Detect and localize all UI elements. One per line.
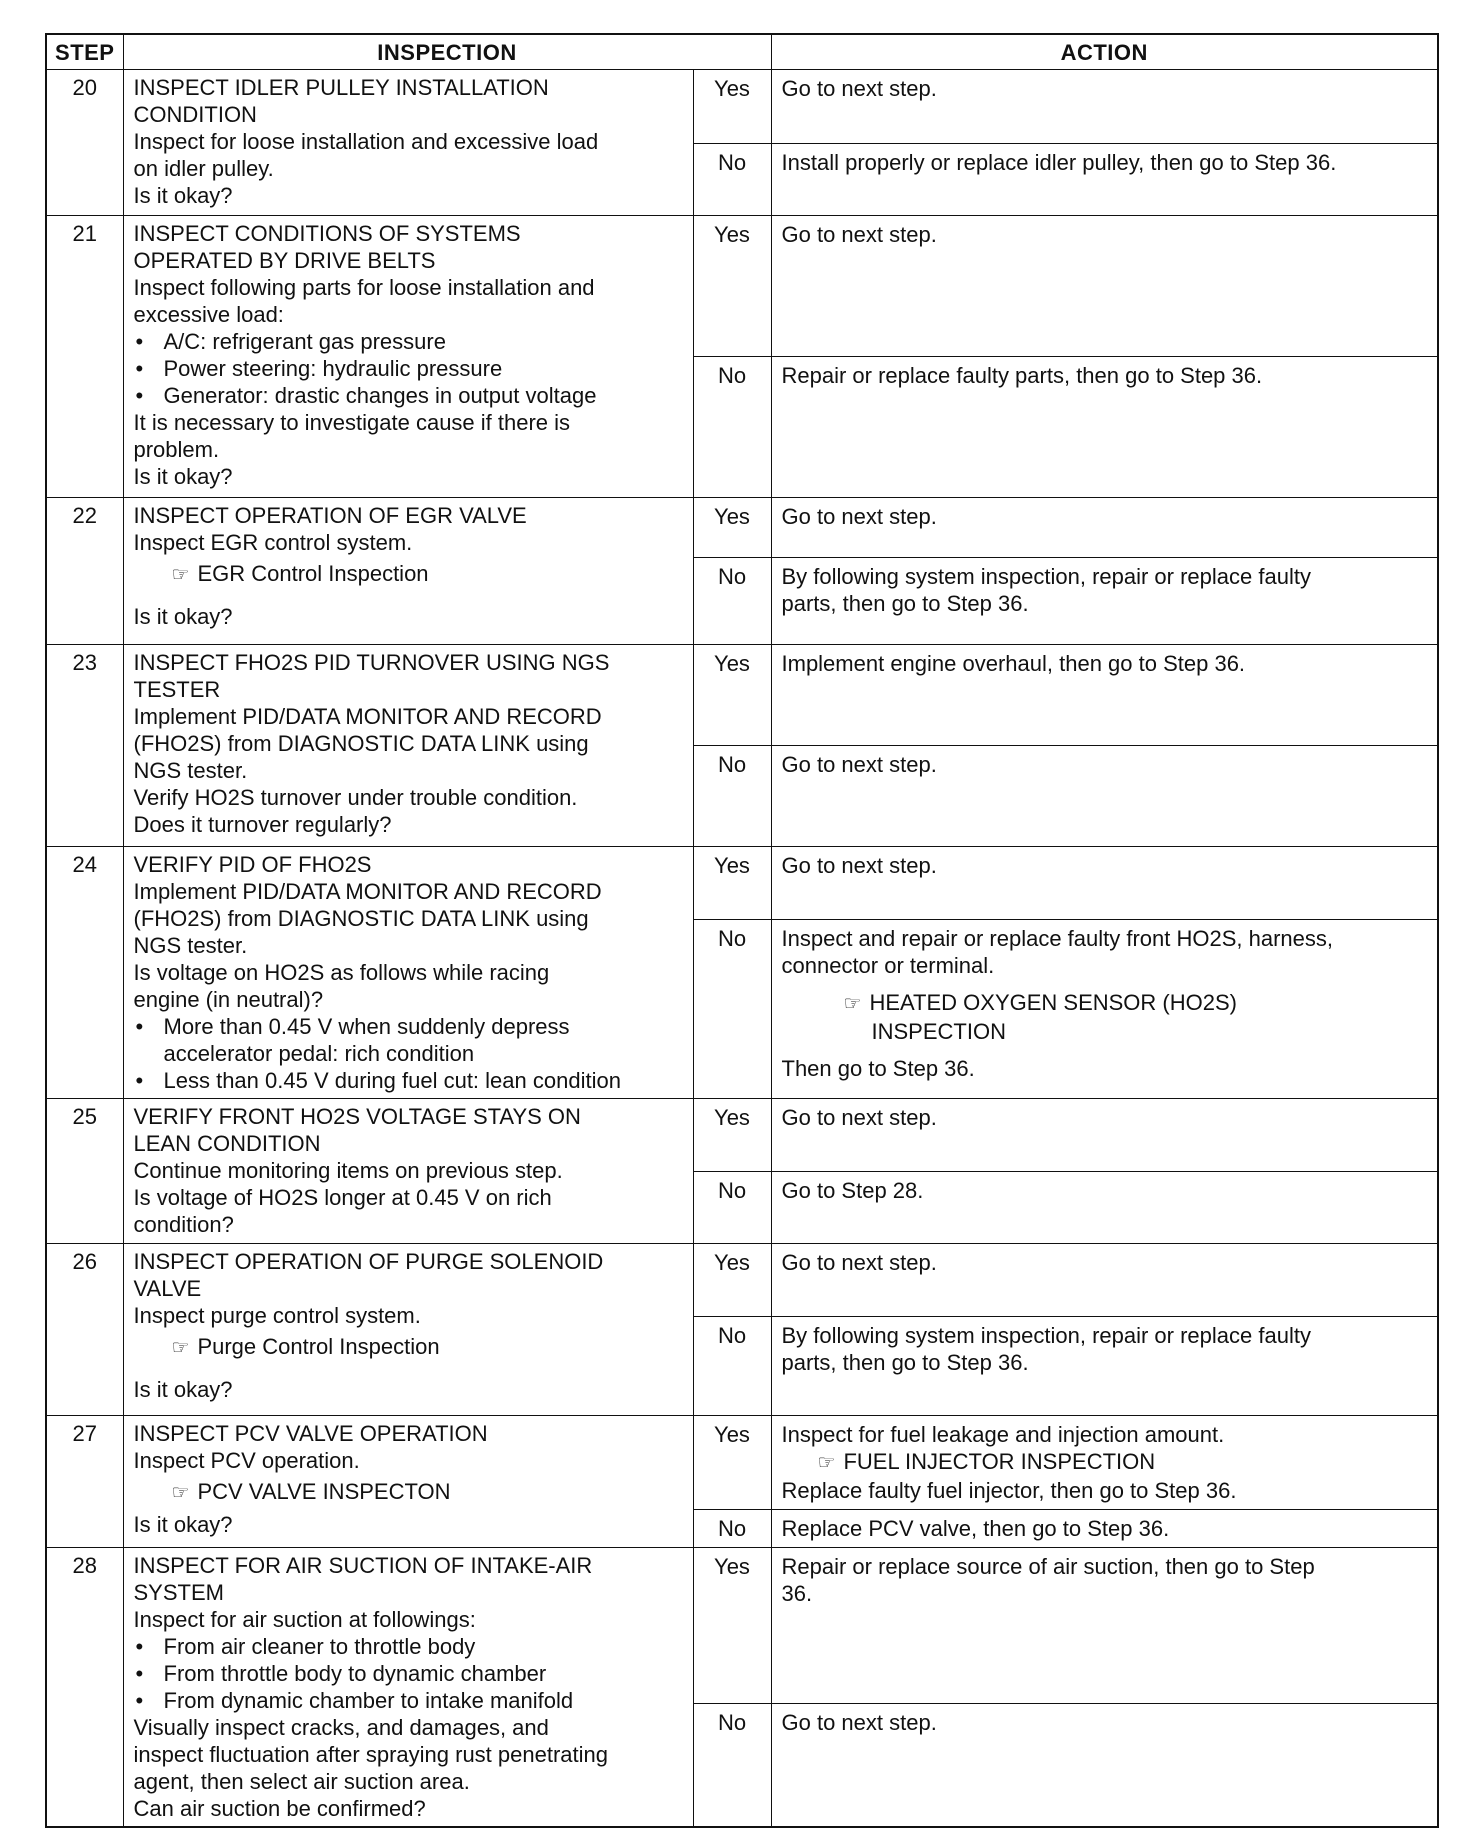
bullet-item: • A/C: refrigerant gas pressure <box>134 328 683 355</box>
yes-action: Go to next step. <box>771 70 1438 144</box>
inspection-text: Verify HO2S turnover under trouble condition. <box>133 785 578 810</box>
inspection-title: INSPECT PCV VALVE OPERATION <box>133 1421 488 1446</box>
action-text: Inspect for fuel leakage and injection amount. <box>781 1422 1225 1447</box>
no-action <box>771 1317 1438 1416</box>
inspection-text: Implement PID/DATA MONITOR AND RECORD <box>133 879 602 904</box>
action-text: Inspect and repair or replace faulty front HO2S, harness, <box>781 926 1334 951</box>
yes-label: Yes <box>693 1548 771 1704</box>
inspection-cell <box>123 216 693 498</box>
inspection-title: INSPECT CONDITIONS OF SYSTEMS <box>133 221 521 246</box>
reference-text: HEATED OXYGEN SENSOR (HO2S) <box>869 990 1237 1015</box>
action-text: parts, then go to Step 36. <box>781 1350 1029 1375</box>
action-text: Replace faulty fuel injector, then go to Step 36. <box>781 1478 1237 1503</box>
inspection-question: Is it okay? <box>133 183 233 208</box>
inspection-cell <box>123 1244 693 1416</box>
inspection-title: SYSTEM <box>133 1580 224 1605</box>
pointing-hand-icon: ☞ <box>817 1452 836 1474</box>
reference-text: PCV VALVE INSPECTON <box>197 1479 451 1504</box>
step-number: 24 <box>46 847 123 1099</box>
inspection-cell <box>123 847 693 1099</box>
reference-link <box>134 1478 683 1507</box>
inspection-title: OPERATED BY DRIVE BELTS <box>133 248 436 273</box>
step-20-yes-row <box>46 70 1438 144</box>
inspection-title: VERIFY PID OF FHO2S <box>133 852 372 877</box>
action-text: connector or terminal. <box>781 953 995 978</box>
no-label: No <box>693 1317 771 1416</box>
yes-label: Yes <box>693 1416 771 1510</box>
no-label: No <box>693 1172 771 1244</box>
pointing-hand-icon: ☞ <box>171 564 190 586</box>
inspection-cell <box>123 498 693 645</box>
inspection-cell <box>123 1099 693 1244</box>
reference-link <box>134 1333 683 1362</box>
inspection-text: It is necessary to investigate cause if there is <box>133 410 571 435</box>
inspection-text: NGS tester. <box>133 933 248 958</box>
yes-action: Implement engine overhaul, then go to Step 36. <box>771 645 1438 746</box>
yes-action: Go to next step. <box>771 847 1438 920</box>
action-text: By following system inspection, repair or replace faulty <box>781 564 1311 589</box>
inspection-text: Continue monitoring items on previous step. <box>133 1158 563 1183</box>
inspection-text: Inspect for air suction at followings: <box>133 1607 476 1632</box>
bullet-item: • Less than 0.45 V during fuel cut: lean condition <box>134 1067 683 1094</box>
yes-label: Yes <box>693 70 771 144</box>
yes-action <box>771 1548 1438 1704</box>
step-number: 25 <box>46 1099 123 1244</box>
inspection-text: Is voltage on HO2S as follows while racing <box>133 960 550 985</box>
action-text: Then go to Step 36. <box>781 1056 975 1081</box>
inspection-text: problem. <box>133 437 220 462</box>
inspection-cell <box>123 1548 693 1828</box>
inspection-text: on idler pulley. <box>133 156 274 181</box>
yes-label: Yes <box>693 1099 771 1172</box>
inspection-cell <box>123 645 693 847</box>
inspection-text: Visually inspect cracks, and damages, and <box>133 1715 549 1740</box>
step-24-yes-row <box>46 847 1438 920</box>
header-row <box>46 34 1438 70</box>
reference-text: FUEL INJECTOR INSPECTION <box>843 1449 1156 1474</box>
reference-link <box>134 560 683 589</box>
no-label: No <box>693 558 771 645</box>
no-action: Install properly or replace idler pulley, then go to Step 36. <box>771 144 1438 216</box>
step-21-yes-row <box>46 216 1438 357</box>
action-text: parts, then go to Step 36. <box>781 591 1029 616</box>
inspection-cell <box>123 70 693 216</box>
step-28-yes-row <box>46 1548 1438 1704</box>
no-action: Go to next step. <box>771 746 1438 847</box>
inspection-text: excessive load: <box>133 302 284 327</box>
yes-label: Yes <box>693 847 771 920</box>
step-27-yes-row <box>46 1416 1438 1510</box>
bullet-item: • From air cleaner to throttle body <box>134 1633 683 1660</box>
action-text: Repair or replace source of air suction, then go to Step <box>781 1554 1315 1579</box>
header-inspection: INSPECTION <box>123 34 771 70</box>
reference-link <box>782 1448 1428 1477</box>
step-number: 26 <box>46 1244 123 1416</box>
inspection-title: INSPECT FHO2S PID TURNOVER USING NGS <box>133 650 610 675</box>
inspection-question: engine (in neutral)? <box>133 987 324 1012</box>
step-25-yes-row <box>46 1099 1438 1172</box>
yes-label: Yes <box>693 645 771 746</box>
inspection-text: Inspect following parts for loose installation and <box>133 275 595 300</box>
inspection-question: Is it okay? <box>133 1377 233 1402</box>
inspection-title: VALVE <box>133 1276 202 1301</box>
step-number: 28 <box>46 1548 123 1828</box>
step-23-yes-row <box>46 645 1438 746</box>
no-label: No <box>693 920 771 1099</box>
header-step: STEP <box>46 34 123 70</box>
step-26-yes-row <box>46 1244 1438 1317</box>
bullet-item: • Power steering: hydraulic pressure <box>134 355 683 382</box>
no-action: Replace PCV valve, then go to Step 36. <box>771 1510 1438 1548</box>
no-label: No <box>693 144 771 216</box>
bullet-item: • From throttle body to dynamic chamber <box>134 1660 683 1687</box>
step-number: 22 <box>46 498 123 645</box>
inspection-question: Is it okay? <box>133 604 233 629</box>
step-number: 27 <box>46 1416 123 1548</box>
inspection-text: (FHO2S) from DIAGNOSTIC DATA LINK using <box>133 731 589 756</box>
inspection-title: INSPECT OPERATION OF EGR VALVE <box>133 503 527 528</box>
yes-label: Yes <box>693 1244 771 1317</box>
pointing-hand-icon: ☞ <box>171 1482 190 1504</box>
action-text: 36. <box>781 1581 813 1606</box>
no-label: No <box>693 1703 771 1827</box>
inspection-text: (FHO2S) from DIAGNOSTIC DATA LINK using <box>133 906 589 931</box>
reference-link <box>782 989 1428 1045</box>
pointing-hand-icon: ☞ <box>171 1337 190 1359</box>
no-action: Go to next step. <box>771 1703 1438 1827</box>
no-label: No <box>693 746 771 847</box>
step-22-yes-row <box>46 498 1438 558</box>
reference-text: EGR Control Inspection <box>197 561 429 586</box>
yes-action: Go to next step. <box>771 498 1438 558</box>
inspection-text: Implement PID/DATA MONITOR AND RECORD <box>133 704 602 729</box>
bullet-item: • From dynamic chamber to intake manifold <box>134 1687 683 1714</box>
inspection-title: CONDITION <box>133 102 257 127</box>
inspection-title: VERIFY FRONT HO2S VOLTAGE STAYS ON <box>133 1104 581 1129</box>
no-action: Go to Step 28. <box>771 1172 1438 1244</box>
inspection-question: Is it okay? <box>133 1512 233 1537</box>
inspection-text: Inspect for loose installation and excessive load <box>133 129 599 154</box>
inspection-question: Can air suction be confirmed? <box>133 1796 426 1821</box>
yes-action: Go to next step. <box>771 1244 1438 1317</box>
header-action: ACTION <box>771 34 1438 70</box>
inspection-title: INSPECT IDLER PULLEY INSTALLATION <box>133 75 549 100</box>
inspection-title: INSPECT OPERATION OF PURGE SOLENOID <box>133 1249 604 1274</box>
inspection-question: condition? <box>133 1212 234 1237</box>
step-number: 21 <box>46 216 123 498</box>
inspection-question: Does it turnover regularly? <box>133 812 392 837</box>
inspection-text: inspect fluctuation after spraying rust penetrating <box>133 1742 608 1767</box>
inspection-text: Inspect purge control system. <box>133 1303 421 1328</box>
yes-action: Go to next step. <box>771 216 1438 357</box>
no-action: Repair or replace faulty parts, then go to Step 36. <box>771 357 1438 498</box>
inspection-question: Is it okay? <box>133 464 233 489</box>
troubleshooting-table <box>45 33 1439 1828</box>
inspection-table-sheet <box>45 33 1437 1823</box>
inspection-title: LEAN CONDITION <box>133 1131 321 1156</box>
inspection-title: TESTER <box>133 677 221 702</box>
inspection-text: Is voltage of HO2S longer at 0.45 V on rich <box>133 1185 552 1210</box>
no-label: No <box>693 1510 771 1548</box>
inspection-text: Inspect PCV operation. <box>133 1448 360 1473</box>
inspection-title: INSPECT FOR AIR SUCTION OF INTAKE-AIR <box>133 1553 593 1578</box>
pointing-hand-icon: ☞ <box>843 993 862 1015</box>
inspection-text: NGS tester. <box>133 758 248 783</box>
no-label: No <box>693 357 771 498</box>
inspection-text: Inspect EGR control system. <box>133 530 413 555</box>
action-text: By following system inspection, repair or replace faulty <box>781 1323 1311 1348</box>
reference-text: INSPECTION <box>871 1019 1006 1044</box>
yes-action: Go to next step. <box>771 1099 1438 1172</box>
no-action <box>771 920 1438 1099</box>
inspection-cell <box>123 1416 693 1548</box>
inspection-text: agent, then select air suction area. <box>133 1769 470 1794</box>
yes-action <box>771 1416 1438 1510</box>
step-number: 23 <box>46 645 123 847</box>
yes-label: Yes <box>693 498 771 558</box>
yes-label: Yes <box>693 216 771 357</box>
bullet-item: • More than 0.45 V when suddenly depress accelerator pedal: rich condition <box>134 1013 683 1067</box>
step-number: 20 <box>46 70 123 216</box>
no-action <box>771 558 1438 645</box>
bullet-item: • Generator: drastic changes in output voltage <box>134 382 683 409</box>
reference-text: Purge Control Inspection <box>197 1334 440 1359</box>
